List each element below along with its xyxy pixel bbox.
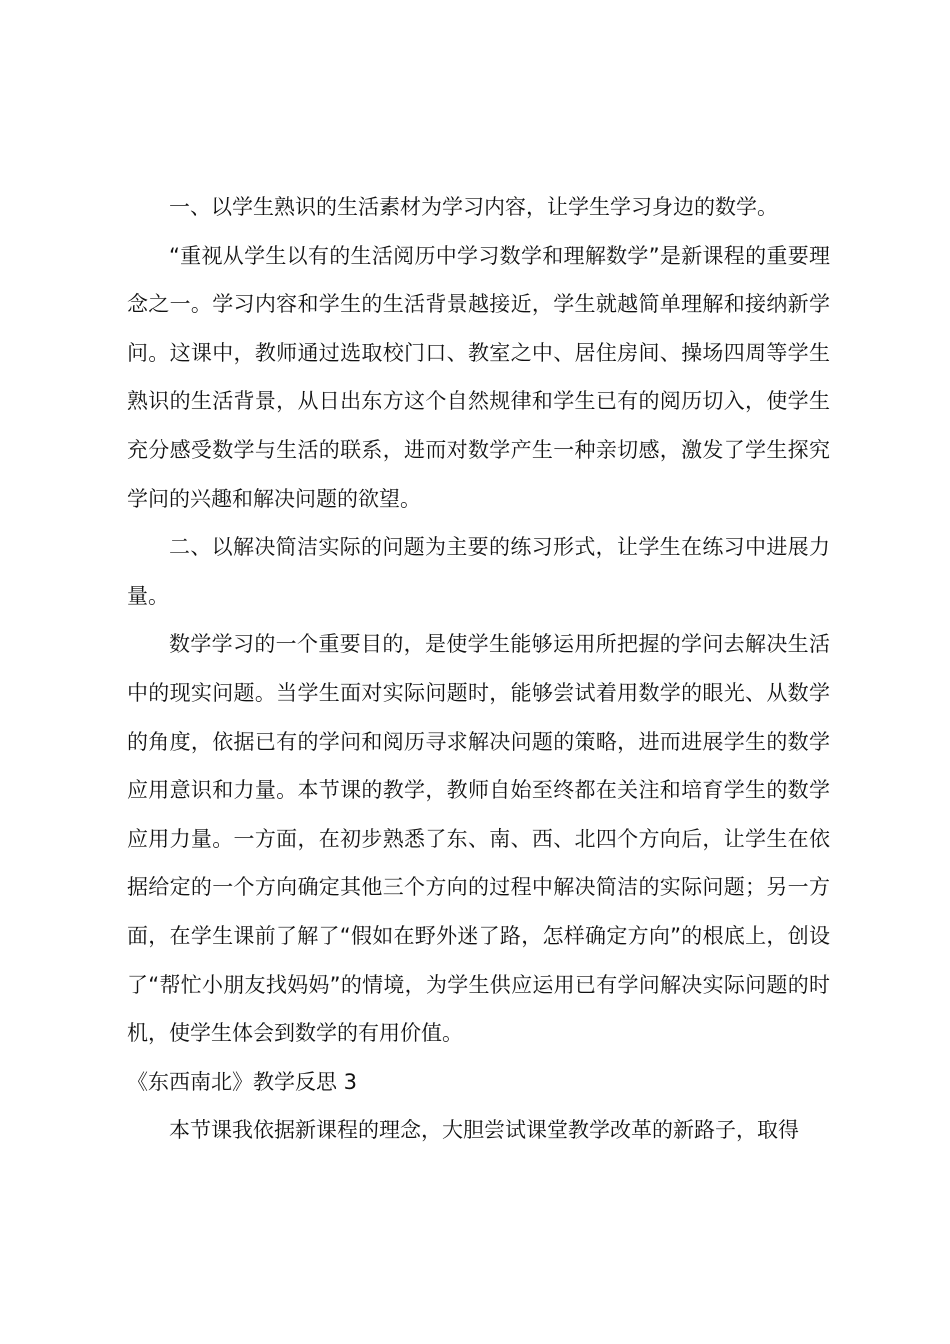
section-heading-1: 一、以学生熟识的生活素材为学习内容，让学生学习身边的数学。 [169,195,778,219]
section-heading-2: 二、以解决简洁实际的问题为主要的练习形式，让学生在练习中进展力量。 [127,535,830,608]
body-paragraph-1: “重视从学生以有的生活阅历中学习数学和理解数学”是新课程的重要理念之一。学习内容和学生的生活背景越接近，学生就越简单理解和接纳新学问。这课中，教师通过选取校门口、教室之中、居住房间、操场四周等学生熟识的生活背景，从日出东方这个自然规律和学生已有的阅历切入，使学生充分感受数学与生活的联系，进而对数学产生一种亲切感，激发了学生探究学问的兴趣和解决问题的欲望。 [127,243,830,511]
body-paragraph-2: 数学学习的一个重要目的，是使学生能够运用所把握的学问去解决生活中的现实问题。当学生面对实际问题时，能够尝试着用数学的眼光、从数学的角度，依据已有的学问和阅历寻求解决问题的策略，进而进展学生的数学应用意识和力量。本节课的教学，教师自始至终都在关注和培育学生的数学应用力量。一方面，在初步熟悉了东、南、西、北四个方向后，让学生在依据给定的一个方向确定其他三个方向的过程中解决简洁的实际问题；另一方面，在学生课前了解了“假如在野外迷了路，怎样确定方向”的根底上，创设了“帮忙小朋友找妈妈”的情境，为学生供应运用已有学问解决实际问题的时机，使学生体会到数学的有用价值。 [127,632,830,1046]
body-paragraph-3: 本节课我依据新课程的理念，大胆尝试课堂教学改革的新路子，取得 [169,1118,799,1143]
document-body [127,183,830,1155]
document-title: 《东西南北》教学反思 3 [127,1069,358,1094]
